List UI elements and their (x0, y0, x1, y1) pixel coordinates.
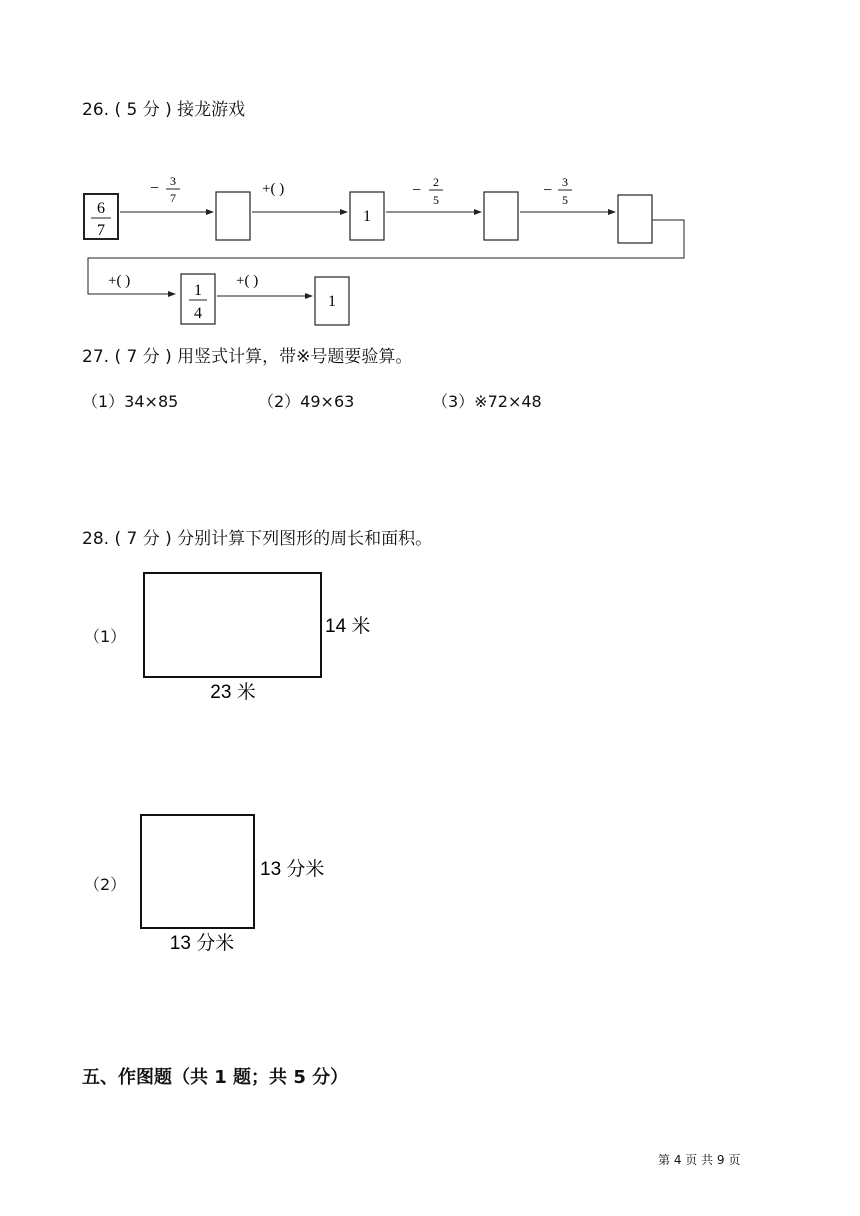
operation-label (150, 174, 180, 205)
q26-title: 26. ( 5 分 ) 接龙游戏 (82, 100, 246, 120)
operation-label: +( ) (108, 273, 131, 289)
svg-text:−: − (412, 182, 422, 199)
blank-box (618, 195, 652, 243)
svg-text:−: − (543, 182, 553, 199)
svg-text:4: 4 (194, 305, 202, 322)
operation-label (543, 175, 572, 207)
svg-text:7: 7 (170, 191, 176, 205)
operation-label (412, 175, 443, 207)
rectangle-figure (130, 560, 400, 710)
section-heading: 五、作图题（共 1 题；共 5 分） (82, 1067, 349, 1088)
operation-label: +( ) (262, 181, 285, 197)
svg-text:3: 3 (562, 175, 568, 189)
svg-text:7: 7 (97, 222, 105, 239)
chain-game-diagram (0, 165, 860, 335)
svg-text:−: − (150, 180, 160, 197)
page-footer: 第 4 页 共 9 页 (658, 1153, 741, 1167)
square-bottom-label: 13 分米 (169, 933, 235, 954)
svg-text:1: 1 (194, 282, 202, 299)
svg-text:3: 3 (170, 174, 176, 188)
value-box-text: 1 (363, 208, 371, 225)
q27-item-3: （3）※72×48 (432, 392, 542, 411)
blank-box (216, 192, 250, 240)
operation-label: +( ) (236, 273, 259, 289)
blank-box (484, 192, 518, 240)
q27-item-1: （1）34×85 (82, 392, 179, 411)
value-box-text: 1 (328, 293, 336, 310)
q27-title: 27. ( 7 分 ) 用竖式计算，带※号题要验算。 (82, 347, 413, 367)
svg-text:5: 5 (433, 193, 439, 207)
connector-arrow (88, 220, 684, 294)
q28-title: 28. ( 7 分 ) 分别计算下列图形的周长和面积。 (82, 529, 433, 549)
start-box (84, 194, 118, 239)
fig1-label: （1） (84, 627, 127, 646)
rect-width-label: 23 米 (210, 682, 256, 703)
svg-text:6: 6 (97, 200, 105, 217)
value-box (181, 274, 215, 324)
fig2-label: （2） (84, 875, 127, 894)
q27-item-2: （2）49×63 (258, 392, 355, 411)
square-figure (130, 805, 400, 965)
rect-height-label: 14 米 (325, 616, 371, 637)
square-side-label: 13 分米 (260, 859, 325, 880)
svg-text:5: 5 (562, 193, 568, 207)
svg-text:2: 2 (433, 175, 439, 189)
